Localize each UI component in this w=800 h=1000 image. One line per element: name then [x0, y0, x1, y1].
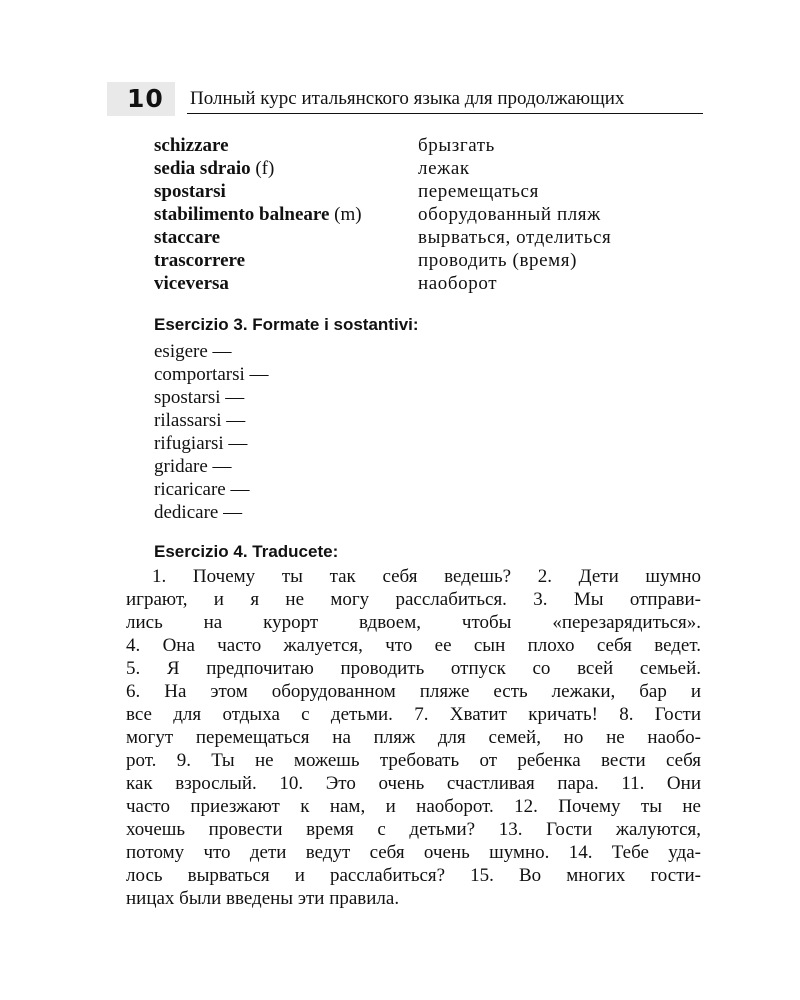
text-line: все для отдыха с детьми. 7. Хватит кричать! 8. Гости: [126, 704, 701, 725]
page-number-box: [107, 82, 175, 116]
text-line: рот. 9. Ты не можешь требовать от ребенка вести себя: [126, 750, 701, 771]
exercise-3-list: [154, 340, 454, 524]
text-line: хочешь провести время с детьми? 13. Гости жалуются,: [126, 819, 701, 840]
vocabulary-translation: вырваться, отделиться: [418, 227, 612, 248]
text-line: лось вырваться и расслабиться? 15. Во многих гости-: [126, 865, 701, 886]
vocabulary-translation: наоборот: [418, 273, 498, 294]
vocabulary-term: [154, 134, 229, 157]
term-word: viceversa: [154, 273, 229, 294]
term-word: sedia sdraio: [154, 158, 251, 179]
vocabulary-row: [154, 134, 714, 157]
vocabulary-term: [154, 249, 245, 272]
list-item: dedicare —: [154, 502, 243, 523]
vocabulary-row: [154, 180, 714, 203]
text-line: 4. Она часто жалуется, что ее сын плохо себя ведет.: [126, 635, 701, 656]
term-word: trascorrere: [154, 250, 246, 271]
text-line: потому что дети ведут себя очень шумно. 14. Тебе уда-: [126, 842, 701, 863]
text-line: 5. Я предпочитаю проводить отпуск со всей семьей.: [126, 658, 701, 679]
page-number: 10: [127, 84, 164, 113]
list-item: gridare —: [154, 456, 232, 477]
list-item: rilassarsi —: [154, 410, 246, 431]
exercise-4-heading: Esercizio 4. Traducete:: [154, 542, 339, 561]
list-item: esigere —: [154, 341, 232, 362]
text-line: могут перемещаться на пляж для семей, но не наобо-: [126, 727, 701, 748]
list-item: spostarsi —: [154, 387, 245, 408]
list-item: ricaricare —: [154, 479, 250, 500]
text-line: лись на курорт вдвоем, чтобы «перезарядиться».: [126, 612, 701, 633]
text-line: играют, и я не могу расслабиться. 3. Мы отправи-: [126, 589, 701, 610]
text-line: часто приезжают к нам, и наоборот. 12. Почему ты не: [126, 796, 701, 817]
vocabulary-term: [154, 157, 274, 180]
vocabulary-row: [154, 203, 714, 226]
vocabulary-translation: лежак: [418, 158, 470, 179]
vocabulary-term: [154, 180, 226, 203]
vocabulary-list: [154, 134, 714, 295]
running-header: [107, 82, 704, 116]
term-gender: (f): [255, 158, 275, 179]
list-item: comportarsi —: [154, 364, 269, 385]
term-word: staccare: [154, 227, 221, 248]
text-line: ницах были введены эти правила.: [126, 888, 400, 909]
vocabulary-row: [154, 272, 714, 295]
vocabulary-term: [154, 226, 220, 249]
vocabulary-translation: проводить (время): [418, 250, 578, 271]
text-line: 1. Почему ты так себя ведешь? 2. Дети шумно: [152, 566, 701, 587]
header-rule: [187, 113, 703, 114]
vocabulary-term: [154, 272, 229, 295]
term-word: stabilimento balneare: [154, 204, 330, 225]
vocabulary-row: [154, 226, 714, 249]
vocabulary-translation: брызгать: [418, 135, 495, 156]
vocabulary-row: [154, 157, 714, 180]
vocabulary-term: [154, 203, 362, 226]
exercise-3-heading: Esercizio 3. Formate i sostantivi:: [154, 315, 419, 334]
term-word: spostarsi: [154, 181, 226, 202]
term-gender: (m): [334, 204, 362, 225]
running-title: Полный курс итальянского языка для продолжающих: [190, 88, 625, 109]
term-word: schizzare: [154, 135, 229, 156]
list-item: rifugiarsi —: [154, 433, 248, 454]
exercise-4-paragraph: [126, 565, 701, 910]
text-line: 6. На этом оборудованном пляже есть лежаки, бар и: [126, 681, 701, 702]
vocabulary-row: [154, 249, 714, 272]
vocabulary-translation: перемещаться: [418, 181, 539, 202]
vocabulary-translation: оборудованный пляж: [418, 204, 601, 225]
text-line: как взрослый. 10. Это очень счастливая пара. 11. Они: [126, 773, 701, 794]
